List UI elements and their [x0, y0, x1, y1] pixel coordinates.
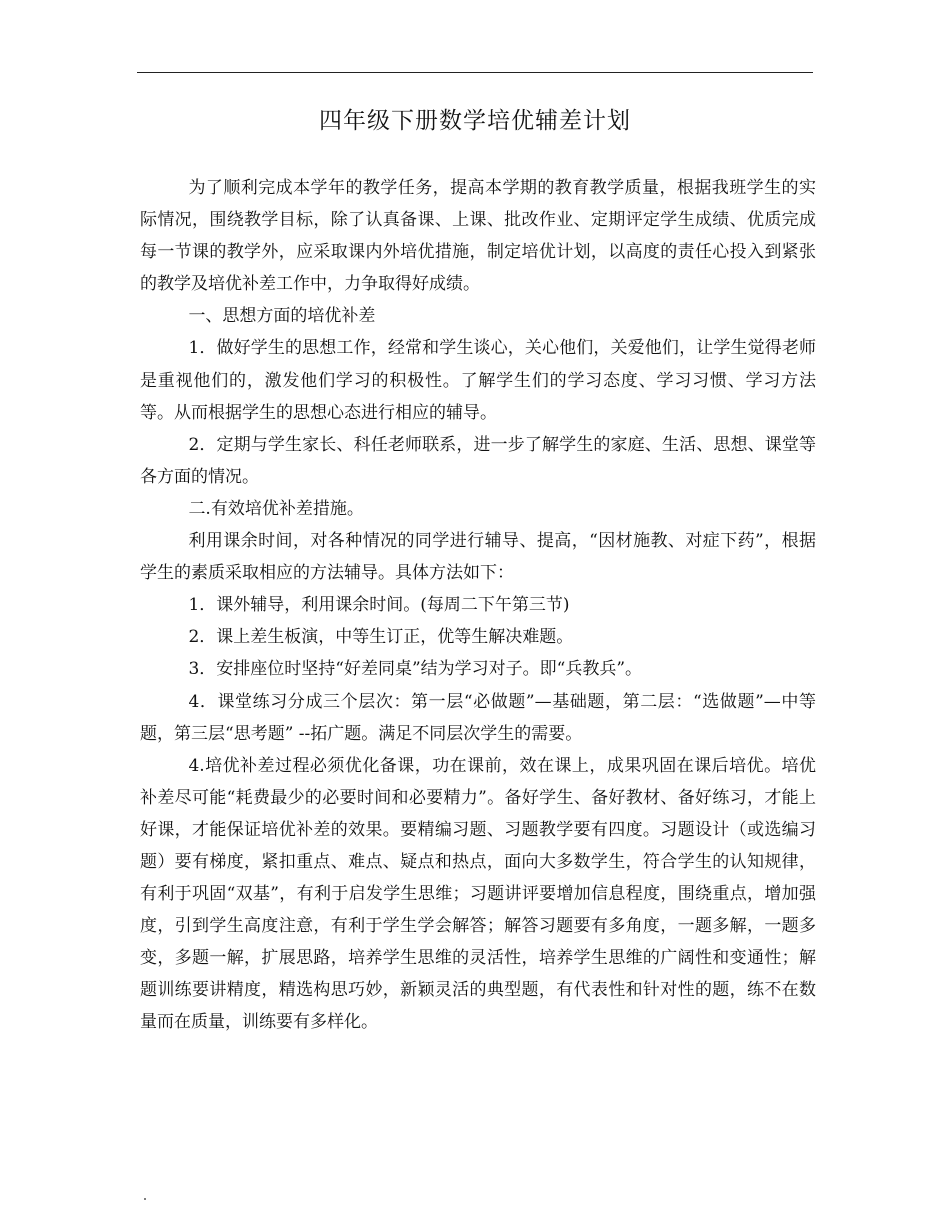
footer-dot: [144, 1198, 146, 1200]
section-heading-measures: 二.有效培优补差措施。: [188, 498, 364, 519]
measures-intro: 利用课余时间，对各种情况的同学进行辅导、提高，“因材施教、对症下药”，根据学生的素质采取相应的方法辅导。具体方法如下：: [140, 531, 816, 584]
intro-paragraph: 为了顺利完成本学年的教学任务，提高本学期的教育教学质量，根据我班学生的实际情况，围绕教学目标，除了认真备课、上课、批改作业、定期评定学生成绩、优质完成每一节课的教学外，应采取课内外培优措施，制定培优计划，以高度的责任心投入到紧张的教学及培优补差工作中，力争取得好成绩。: [140, 178, 816, 295]
document-body: [140, 172, 816, 1039]
measures-item-4b: 4.培优补差过程必须优化备课，功在课前，效在课上，成果巩固在课后培优。培优补差尽可能“耗费最少的必要时间和必要精力”。备好学生、备好教材、备好练习，才能上好课，才能保证培优补差的效果。要精编习题、习题教学要有四度。习题设计（或选编习题）要有梯度，紧扣重点、难点、疑点和热点，面向大多数学生，符合学生的认知规律，有利于巩固“双基”，有利于启发学生思维；习题讲评要增加信息程度，围绕重点，增加强度，引到学生高度注意，有利于学生学会解答；解答习题要有多角度，一题多解，一题多变，多题一解，扩展思路，培养学生思维的灵活性，培养学生思维的广阔性和变通性；解题训练要讲精度，精选构思巧妙，新颖灵活的典型题，有代表性和针对性的题，练不在数量而在质量，训练要有多样化。: [140, 755, 816, 1033]
document-title: 四年级下册数学培优辅差计划: [319, 108, 631, 134]
header-rule: [137, 72, 813, 73]
thought-item-2: 2．定期与学生家长、科任老师联系，进一步了解学生的家庭、生活、思想、课堂等各方面的情况。: [140, 434, 816, 487]
section-heading-thought: 一、思想方面的培优补差: [188, 306, 376, 327]
measures-item-4: 4．课堂练习分成三个层次：第一层“必做题”—基础题，第二层：“选做题”—中等题，第三层“思考题” --拓广题。满足不同层次学生的需要。: [140, 691, 816, 744]
measures-item-2: 2．课上差生板演，中等生订正，优等生解决难题。: [188, 627, 574, 648]
measures-item-3: 3．安排座位时坚持“好差同桌”结为学习对子。即“兵教兵”。: [188, 659, 643, 680]
measures-item-1: 1．课外辅导，利用课余时间。(每周二下午第三节): [188, 595, 570, 616]
thought-item-1: 1．做好学生的思想工作，经常和学生谈心，关心他们，关爱他们，让学生觉得老师是重视他们的，激发他们学习的积极性。了解学生们的学习态度、学习习惯、学习方法等。从而根据学生的思想心态进行相应的辅导。: [140, 338, 816, 423]
